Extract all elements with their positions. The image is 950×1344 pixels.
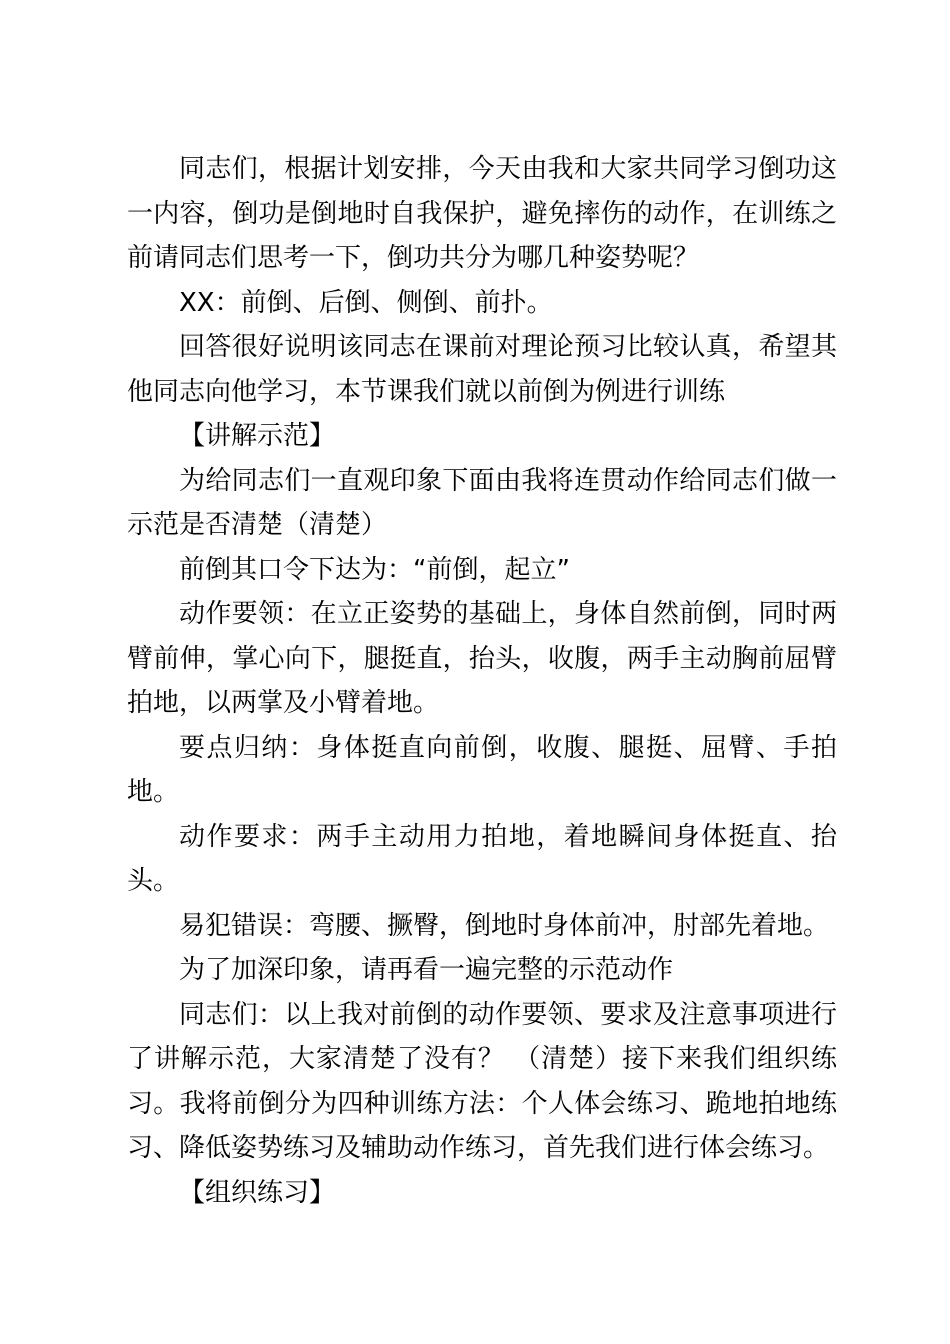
paragraph-action-requirements: 动作要求：两手主动用力拍地，着地瞬间身体挺直、抬头。 <box>127 821 837 896</box>
paragraph-common-errors: 易犯错误：弯腰、撅臀，倒地时身体前冲，肘部先着地。 <box>179 910 830 941</box>
paragraph-feedback: 回答很好说明该同志在课前对理论预习比较认真，希望其他同志向他学习，本节课我们就以前倒为例进行训练 <box>127 332 837 407</box>
paragraph-command: 前倒其口令下达为：“前倒，起立” <box>179 554 570 585</box>
section-heading-demonstration: 【讲解示范】 <box>179 421 336 451</box>
paragraph-action-essentials: 动作要领：在立正姿势的基础上，身体自然前倒，同时两臂前伸，掌心向下，腿挺直，抬头，收腹，两手主动胸前屈臂拍地，以两掌及小臂着地。 <box>127 599 837 718</box>
paragraph-answer: XX：前倒、后倒、侧倒、前扑。 <box>179 287 553 318</box>
document-body <box>127 147 837 1215</box>
paragraph-key-points: 要点归纳：身体挺直向前倒，收腹、腿挺、屈臂、手拍地。 <box>127 732 837 807</box>
paragraph-intro: 同志们，根据计划安排，今天由我和大家共同学习倒功这一内容，倒功是倒地时自我保护，避免摔伤的动作，在训练之前请同志们思考一下，倒功共分为哪几种姿势呢？ <box>127 154 837 273</box>
paragraph-summary: 同志们：以上我对前倒的动作要领、要求及注意事项进行了讲解示范，大家清楚了没有？ （清楚）接下来我们组织练习。我将前倒分为四种训练方法：个人体会练习、跪地拍地练习、降低姿势练习及辅助动作练习，首先我们进行体会练习。 <box>127 999 837 1163</box>
paragraph-demo-intro: 为给同志们一直观印象下面由我将连贯动作给同志们做一示范是否清楚（清楚） <box>127 465 837 540</box>
section-heading-practice: 【组织练习】 <box>179 1177 336 1208</box>
paragraph-repeat-demo: 为了加深印象，请再看一遍完整的示范动作 <box>179 955 674 985</box>
